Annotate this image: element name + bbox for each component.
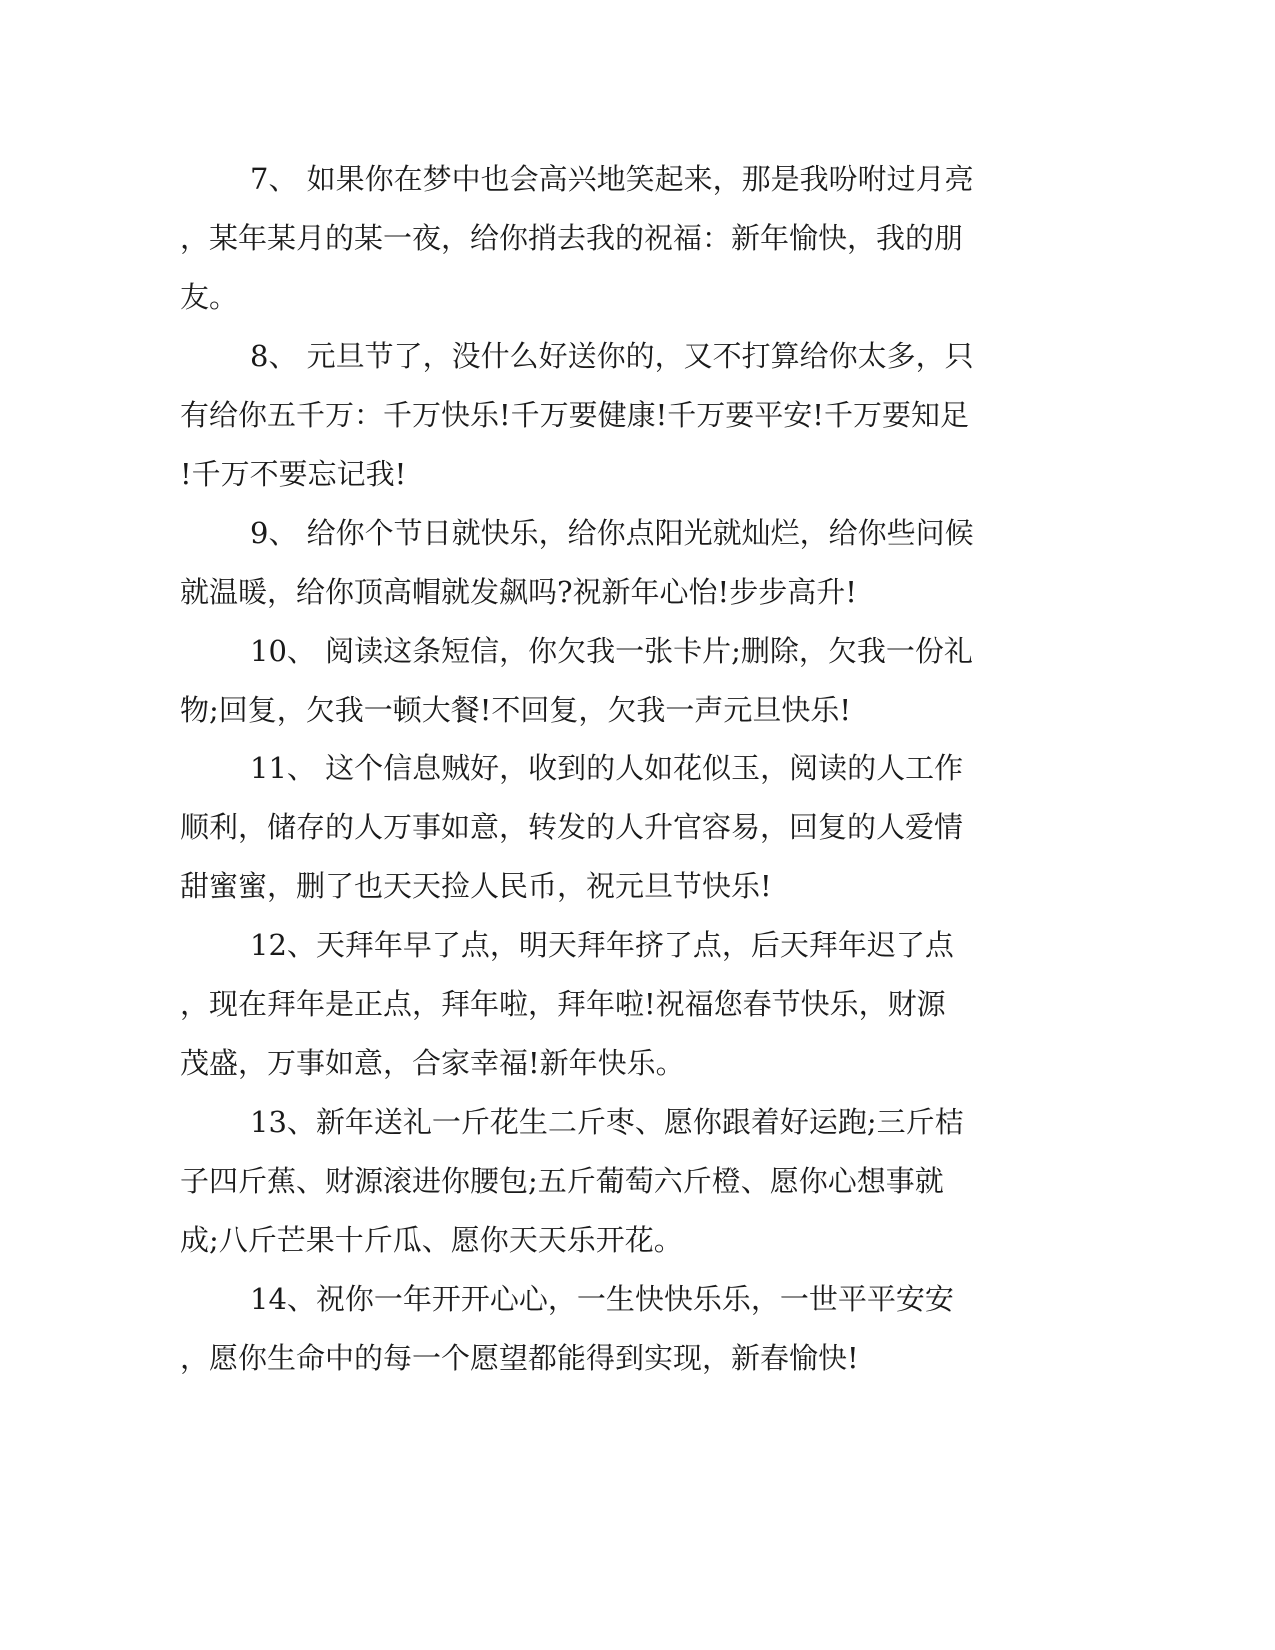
- text-line: 甜蜜蜜，删了也天天捡人民币，祝元旦节快乐!: [180, 869, 772, 903]
- text-line: 12、天拜年早了点，明天拜年挤了点，后天拜年迟了点: [250, 928, 954, 962]
- text-line: 就温暖，给你顶高帽就发飙吗?祝新年心怡!步步高升!: [180, 575, 857, 609]
- text-line: 11、 这个信息贼好，收到的人如花似玉，阅读的人工作: [250, 751, 964, 785]
- text-line: 14、祝你一年开开心心，一生快快乐乐，一世平平安安: [250, 1282, 954, 1316]
- text-line: ，某年某月的某一夜，给你捎去我的祝福：新年愉快，我的朋: [180, 221, 964, 255]
- text-line: 9、 给你个节日就快乐，给你点阳光就灿烂，给你些问候: [250, 516, 974, 550]
- text-line: !千万不要忘记我!: [180, 457, 407, 491]
- text-line: 物;回复，欠我一顿大餐!不回复，欠我一声元旦快乐!: [180, 693, 852, 727]
- text-line: 子四斤蕉、财源滚进你腰包;五斤葡萄六斤橙、愿你心想事就: [180, 1164, 944, 1198]
- text-line: 有给你五千万：千万快乐!千万要健康!千万要平安!千万要知足: [180, 398, 969, 432]
- text-line: 8、 元旦节了，没什么好送你的，又不打算给你太多，只: [250, 339, 974, 373]
- text-line: 成;八斤芒果十斤瓜、愿你天天乐开花。: [180, 1223, 683, 1257]
- text-line: 13、新年送礼一斤花生二斤枣、愿你跟着好运跑;三斤桔: [250, 1105, 964, 1139]
- text-line: 茂盛，万事如意，合家幸福!新年快乐。: [180, 1046, 685, 1080]
- text-line: 顺利，储存的人万事如意，转发的人升官容易，回复的人爱情: [180, 810, 964, 844]
- text-line: 7、 如果你在梦中也会高兴地笑起来，那是我吩咐过月亮: [250, 162, 974, 196]
- text-line: ，现在拜年是正点，拜年啦，拜年啦!祝福您春节快乐，财源: [180, 987, 946, 1021]
- text-line: 10、 阅读这条短信，你欠我一张卡片;删除，欠我一份礼: [250, 634, 973, 668]
- text-line: ，愿你生命中的每一个愿望都能得到实现，新春愉快!: [180, 1341, 859, 1375]
- text-line: 友。: [180, 280, 239, 314]
